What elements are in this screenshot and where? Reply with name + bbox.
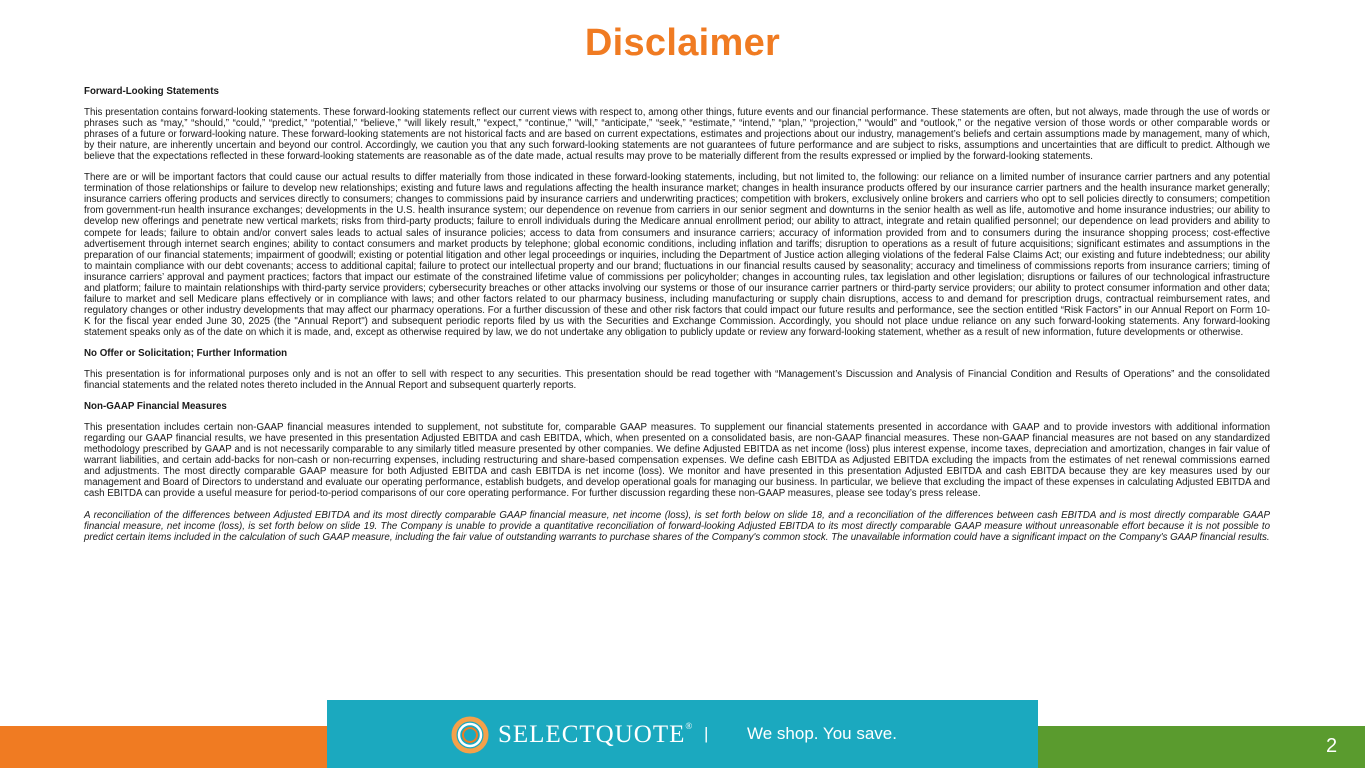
- non-gaap-paragraph-2: A reconciliation of the differences between Adjusted EBITDA and its most directly comparable GAAP financial measure, net income (loss), is set forth below on slide 18, and a reconciliation of the differences between cash EBITDA and is most directly comparable GAAP financial measure, net income (loss), is set forth below on slide 19. The Company is unable to provide a quantitative reconciliation of forward-looking Adjusted EBITDA to its most directly comparable GAAP measure without unreasonable effort because it is not possible to predict certain items included in the calculation of such GAAP measure, including the fair value of outstanding warrants to purchase shares of the Company's common stock. The unavailable information could have a significant impact on the Company's GAAP financial results.: [84, 509, 1270, 543]
- forward-looking-heading: Forward-Looking Statements: [84, 86, 219, 97]
- forward-looking-paragraph-1: This presentation contains forward-looking statements. These forward-looking statements reflect our current views with respect to, among other things, future events and our financial performance. These statements are often, but not always, made through the use of words or phrases such as “may,” “should,” “could,” “predict,” “potential,” “believe,” “will likely result,” “expect,” “continue,” “will,” “anticipate,” “seek,” “estimate,” “intend,” “plan,” “projection,” “would” and “outlook,” or the negative version of those words or other comparable words or phrases of a future or forward-looking nature. These forward-looking statements are not historical facts and are based on current expectations, estimates and projections about our industry, management’s beliefs and certain assumptions made by management, many of which, by their nature, are inherently uncertain and beyond our control. Accordingly, we caution you that any such forward-looking statements are not guarantees of future performance and are subject to risks, assumptions and uncertainties that are difficult to predict. Although we believe that the expectations reflected in these forward-looking statements are reasonable as of the date made, actual results may prove to be materially different from the results expressed or implied by the forward-looking statements.: [84, 107, 1270, 163]
- footer-orange-band: [0, 726, 328, 768]
- footer-separator: |: [704, 724, 709, 743]
- disclaimer-body: [84, 86, 1270, 553]
- trademark-symbol: ®: [685, 721, 694, 731]
- selectquote-logo-icon: [450, 715, 490, 755]
- non-gaap-paragraph-1: This presentation includes certain non-GAAP financial measures intended to supplement, not substitute for, comparable GAAP measures. To supplement our financial statements presented in accordance with GAAP and to provide investors with additional information regarding our GAAP financial results, we have presented in this presentation Adjusted EBITDA and cash EBITDA, which, when presented on a consolidated basis, are non-GAAP financial measures. These non-GAAP financial measures are not based on any standardized methodology prescribed by GAAP and is not necessarily comparable to any similarly titled measure presented by other companies. We define Adjusted EBITDA as net income (loss) plus interest expense, income taxes, depreciation and amortization, changes in fair value of warrant liabilities, and certain add-backs for non-cash or non-recurring expenses, including restructuring and share-based compensation expenses. We define cash EBITDA as Adjusted EBITDA excluding the impacts from the estimates of net renewal commissions earned and adjustments. The most directly comparable GAAP measure for both Adjusted EBITDA and cash EBITDA is net income (loss). We monitor and have presented in this presentation Adjusted EBITDA and cash EBITDA because they are key measures used by our management and Board of Directors to understand and evaluate our operating performance, establish budgets, and develop operational goals for managing our business. In particular, we believe that excluding the impact of these expenses in calculating Adjusted EBITDA and cash EBITDA can provide a useful measure for period-to-period comparisons of our core operating performance. For further discussion regarding these non-GAAP measures, please see today’s press release.: [84, 422, 1270, 500]
- page-title: Disclaimer: [584, 22, 781, 64]
- forward-looking-paragraph-2: There are or will be important factors that could cause our actual results to differ materially from those indicated in these forward-looking statements, including, but not limited to, the following: our reliance on a limited number of insurance carrier partners and any potential termination of those relationships or failure to develop new relationships; existing and future laws and regulations affecting the health insurance market; changes in health insurance products offered by our insurance carrier partners and the health insurance market generally; insurance carriers offering products and services directly to consumers; changes to commissions paid by insurance carriers and underwriting practices; competition with brokers, exclusively online brokers and carriers who opt to sell policies directly to consumers; competition from government-run health insurance exchanges; developments in the U.S. health insurance system; our dependence on revenue from carriers in our senior segment and downturns in the senior health as well as life, automotive and home insurance industries; our ability to develop new offerings and penetrate new vertical markets; risks from third-party products; failure to enroll individuals during the Medicare annual enrollment period; our ability to attract, integrate and retain qualified personnel; our dependence on lead providers and ability to compete for leads; failure to obtain and/or convert sales leads to actual sales of insurance policies; access to data from consumers and insurance carriers; accuracy of information provided from and to consumers during the insurance shopping process; cost-effective advertisement through internet search engines; ability to contact consumers and market products by telephone; global economic conditions, including inflation and tariffs; disruption to operations as a result of future acquisitions; significant estimates and assumptions in the preparation of our financial statements; impairment of goodwill; existing or potential litigation and other legal proceedings or inquiries, including the Department of Justice action alleging violations of the federal False Claims Act; our existing and future indebtedness; our ability to maintain compliance with our debt covenants; access to additional capital; failure to protect our intellectual property and our brand; fluctuations in our financial results caused by seasonality; accuracy and timeliness of commissions reports from insurance carriers; timing of insurance carriers’ approval and payment practices; factors that impact our estimate of the constrained lifetime value of commissions per policyholder; changes in accounting rules, tax legislation and other legislation; disruptions or failures of our technological infrastructure and platform; failure to maintain relationships with third-party service providers; cybersecurity breaches or other attacks involving our systems or those of our insurance carrier partners or third-party service providers; our ability to protect consumer information and other data; failure to market and sell Medicare plans effectively or in compliance with laws; and other factors related to our pharmacy business, including manufacturing or supply chain disruptions, access to and demand for prescription drugs, contractual reimbursement rates, and regulatory changes or other industry developments that may affect our pharmacy operations. For a further discussion of these and other risk factors that could impact our future results and performance, see the section entitled “Risk Factors” in our Annual Report on Form 10-K for the fiscal year ended June 30, 2025 (the "Annual Report") and subsequent periodic reports filed by us with the Securities and Exchange Commission. Accordingly, you should not place undue reliance on any such forward-looking statements. Any forward-looking statement speaks only as of the date on which it is made, and, except as otherwise required by law, we do not undertake any obligation to publicly update or review any forward-looking statement, whether as a result of new information, future developments or otherwise.: [84, 172, 1270, 338]
- brand-wordmark: [498, 721, 693, 749]
- brand-name: SELECTQUOTE: [498, 721, 686, 748]
- no-offer-heading: No Offer or Solicitation; Further Information: [84, 347, 288, 359]
- non-gaap-heading: Non-GAAP Financial Measures: [84, 401, 227, 413]
- footer-green-band: [1038, 726, 1365, 768]
- no-offer-paragraph: This presentation is for informational purposes only and is not an offer to sell with respect to any securities. This presentation should be read together with “Management’s Discussion and Analysis of Financial Condition and Results of Operations” and the consolidated financial statements and the related notes thereto included in the Annual Report and subsequent quarterly reports.: [84, 369, 1270, 392]
- page-number: 2: [1326, 735, 1338, 757]
- footer-tagline: We shop. You save.: [747, 724, 897, 743]
